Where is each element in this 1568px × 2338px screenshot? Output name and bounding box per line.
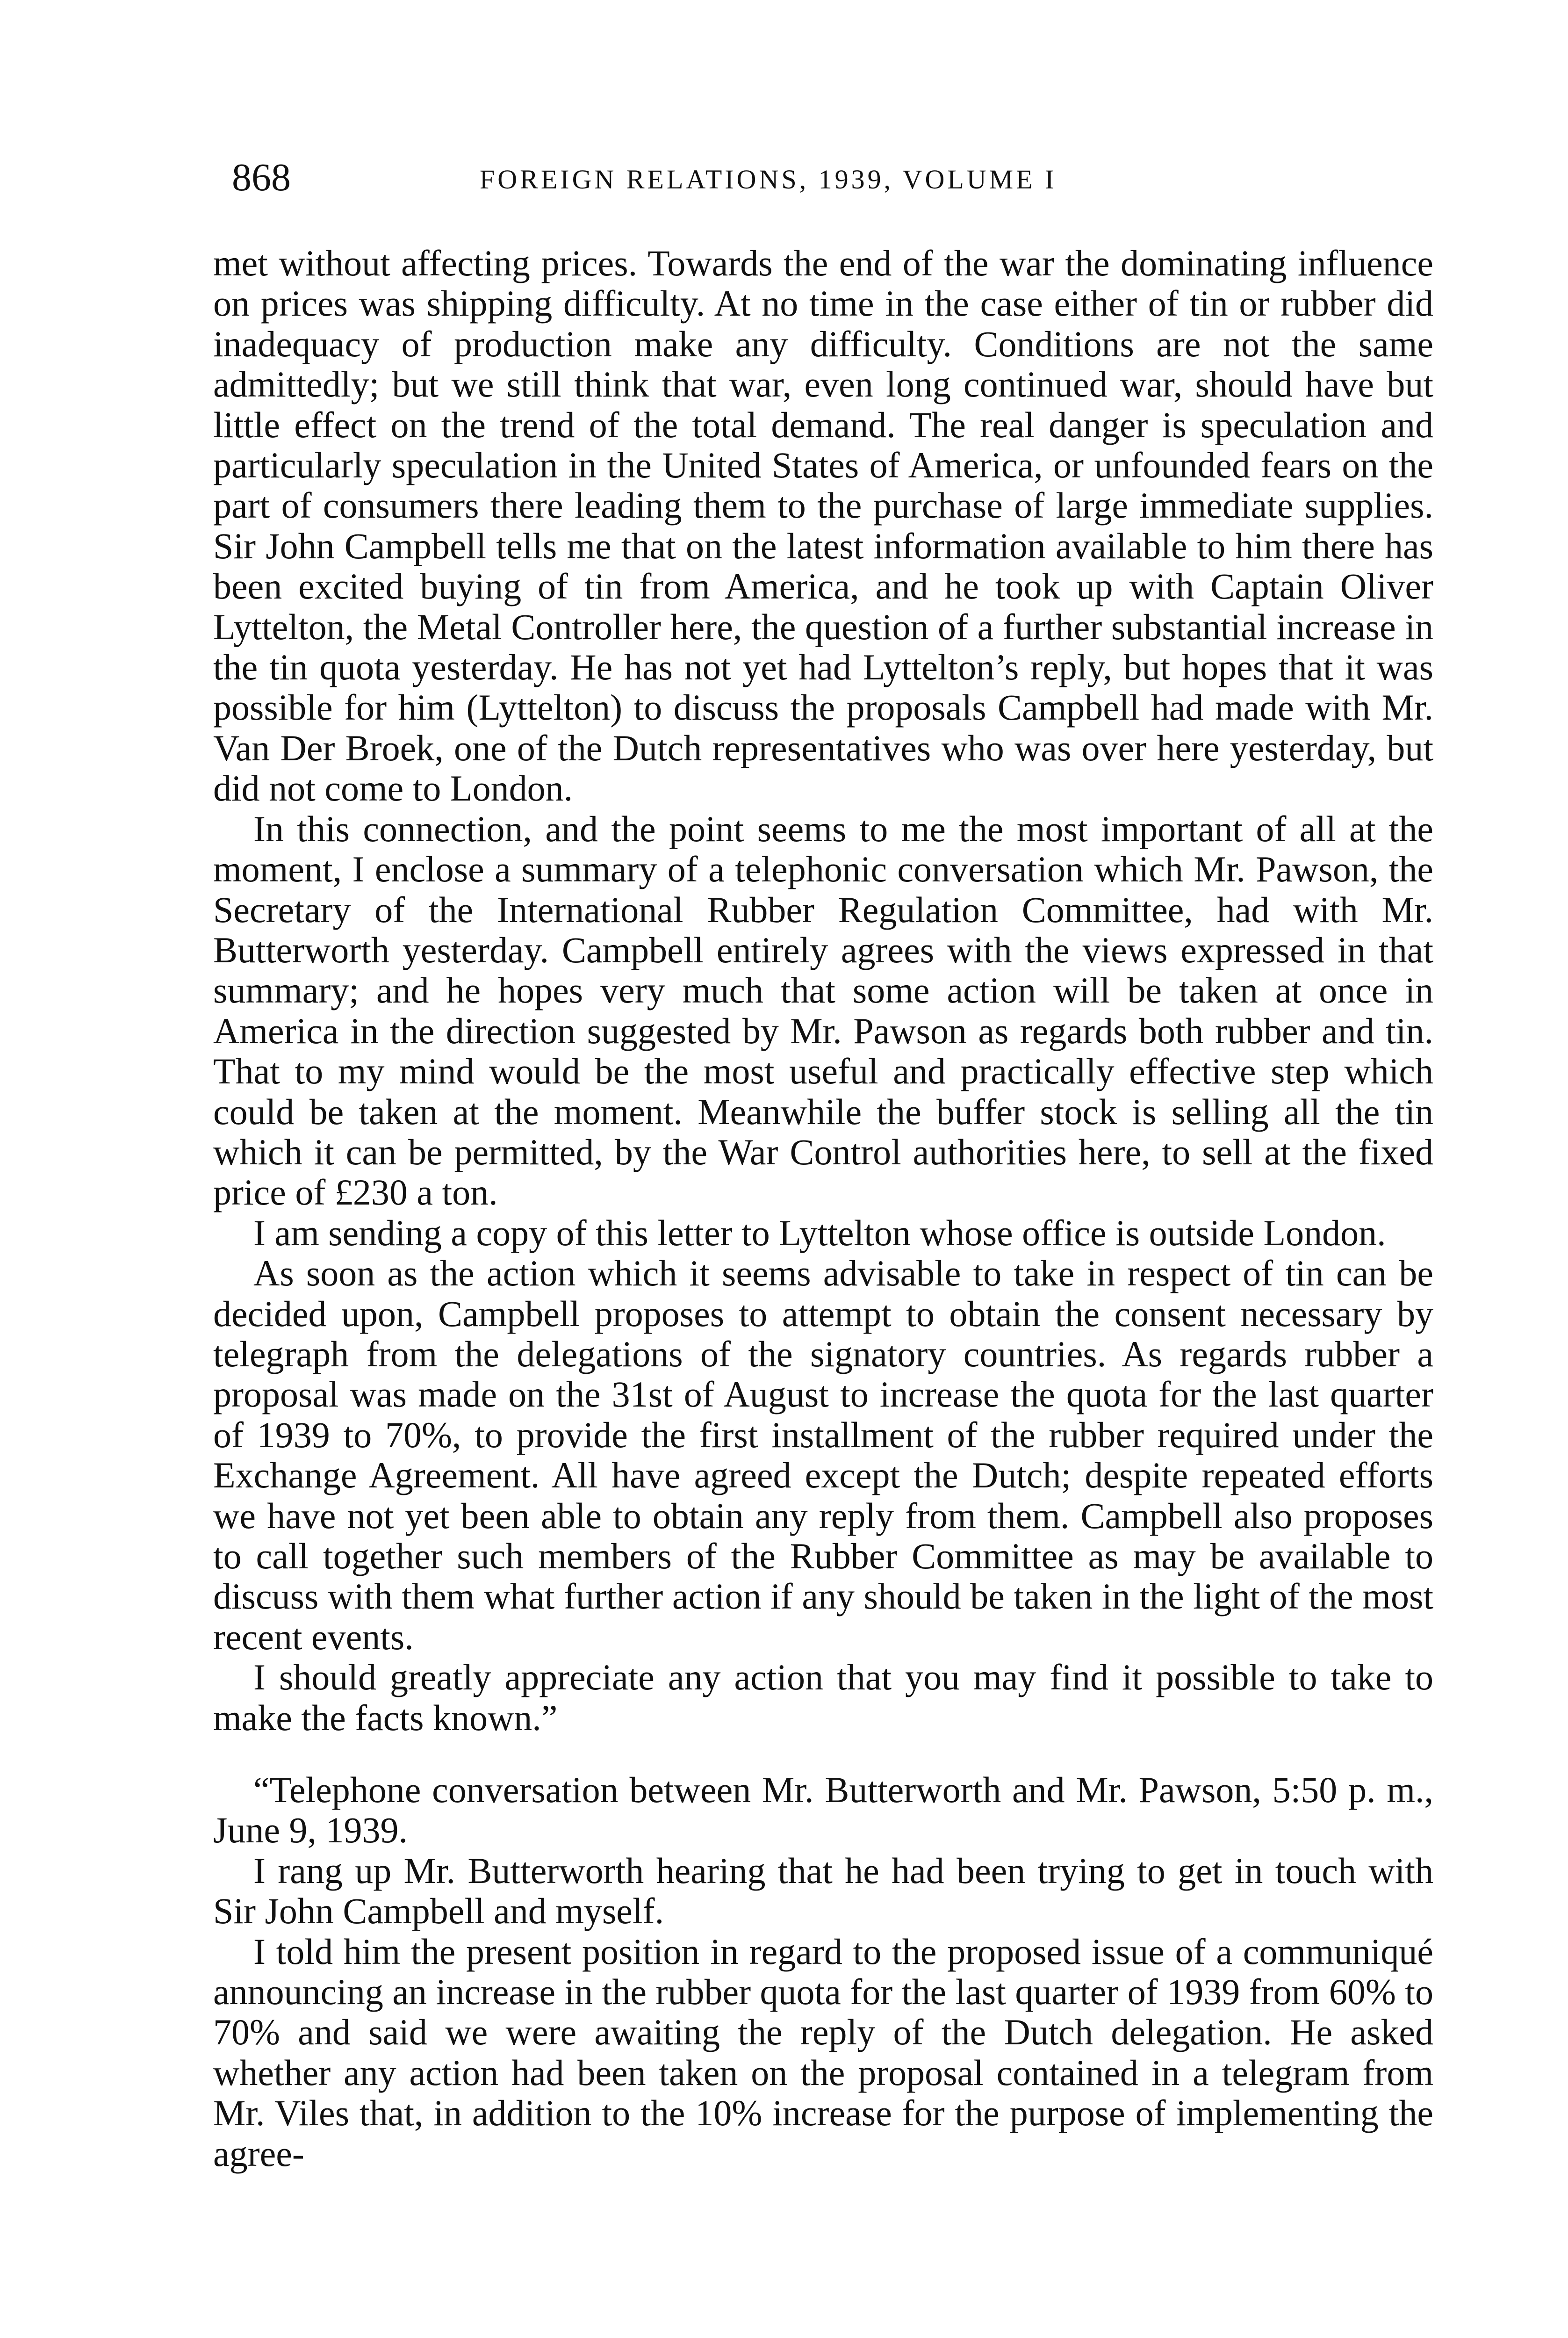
paragraph: met without affecting prices. Towards the end of the war the dominating influence on prices was shipping difficulty. At no time in the case either of tin or rubber did inadequacy of production make any difficulty. Conditions are not the same admittedly; but we still think that war, even long continued war, should have but little effect on the trend of the total demand. The real danger is speculation and particularly speculation in the United States of America, or unfounded fears on the part of consumers there leading them to the purchase of large immediate supplies. Sir John Campbell tells me that on the latest information available to him there has been excited buying of tin from America, and he took up with Captain Oliver Lyttelton, the Metal Controller here, the question of a further substantial increase in the tin quota yesterday. He has not yet had Lyttelton’s reply, but hopes that it was possible for him (Lyttelton) to discuss the proposals Campbell had made with Mr. Van Der Broek, one of the Dutch representatives who was over here yesterday, but did not come to London.	[213, 243, 1433, 809]
document-page	[213, 154, 1433, 2174]
paragraph: I should greatly appreciate any action that you may find it possible to take to make the facts known.”	[213, 1657, 1433, 1738]
running-head	[213, 154, 1433, 210]
page-number: 868	[232, 156, 291, 199]
paragraph: I rang up Mr. Butterworth hearing that he had been trying to get in touch with Sir John Campbell and myself.	[213, 1850, 1433, 1932]
body-text	[213, 243, 1433, 2174]
paragraph: I am sending a copy of this letter to Lyttelton whose office is outside London.	[253, 1212, 1386, 1253]
quoted-heading: “Telephone conversation between Mr. Butterworth and Mr. Pawson, 5:50 p. m., June 9, 1939.	[213, 1769, 1433, 1851]
paragraph: In this connection, and the point seems to me the most important of all at the moment, I enclose a summary of a telephonic conversation which Mr. Pawson, the Secretary of the International Rubber Regulation Committee, had with Mr. Butterworth yesterday. Campbell entirely agrees with the views expressed in that summary; and he hopes very much that some action will be taken at once in America in the direction suggested by Mr. Pawson as regards both rubber and tin. That to my mind would be the most useful and practically effective step which could be taken at the moment. Meanwhile the buffer stock is selling all the tin which it can be permitted, by the War Control authorities here, to sell at the fixed price of £230 a ton.	[213, 808, 1433, 1213]
running-title: FOREIGN RELATIONS, 1939, VOLUME I	[480, 164, 1057, 195]
paragraph: I told him the present position in regard to the proposed issue of a communiqué announcing an increase in the rubber quota for the last quarter of 1939 from 60% to 70% and said we were awaiting the reply of the Dutch delegation. He asked whether any action had been taken on the proposal contained in a telegram from Mr. Viles that, in addition to the 10% increase for the purpose of implementing the agree-	[213, 1931, 1433, 2174]
paragraph: As soon as the action which it seems advisable to take in respect of tin can be decided upon, Campbell proposes to attempt to obtain the consent necessary by telegraph from the delegations of the signatory countries. As regards rubber a proposal was made on the 31st of August to increase the quota for the last quarter of 1939 to 70%, to provide the first installment of the rubber required under the Exchange Agreement. All have agreed except the Dutch; despite repeated efforts we have not yet been able to obtain any reply from them. Campbell also proposes to call together such members of the Rubber Committee as may be available to discuss with them what further action if any should be taken in the light of the most recent events.	[213, 1253, 1433, 1657]
